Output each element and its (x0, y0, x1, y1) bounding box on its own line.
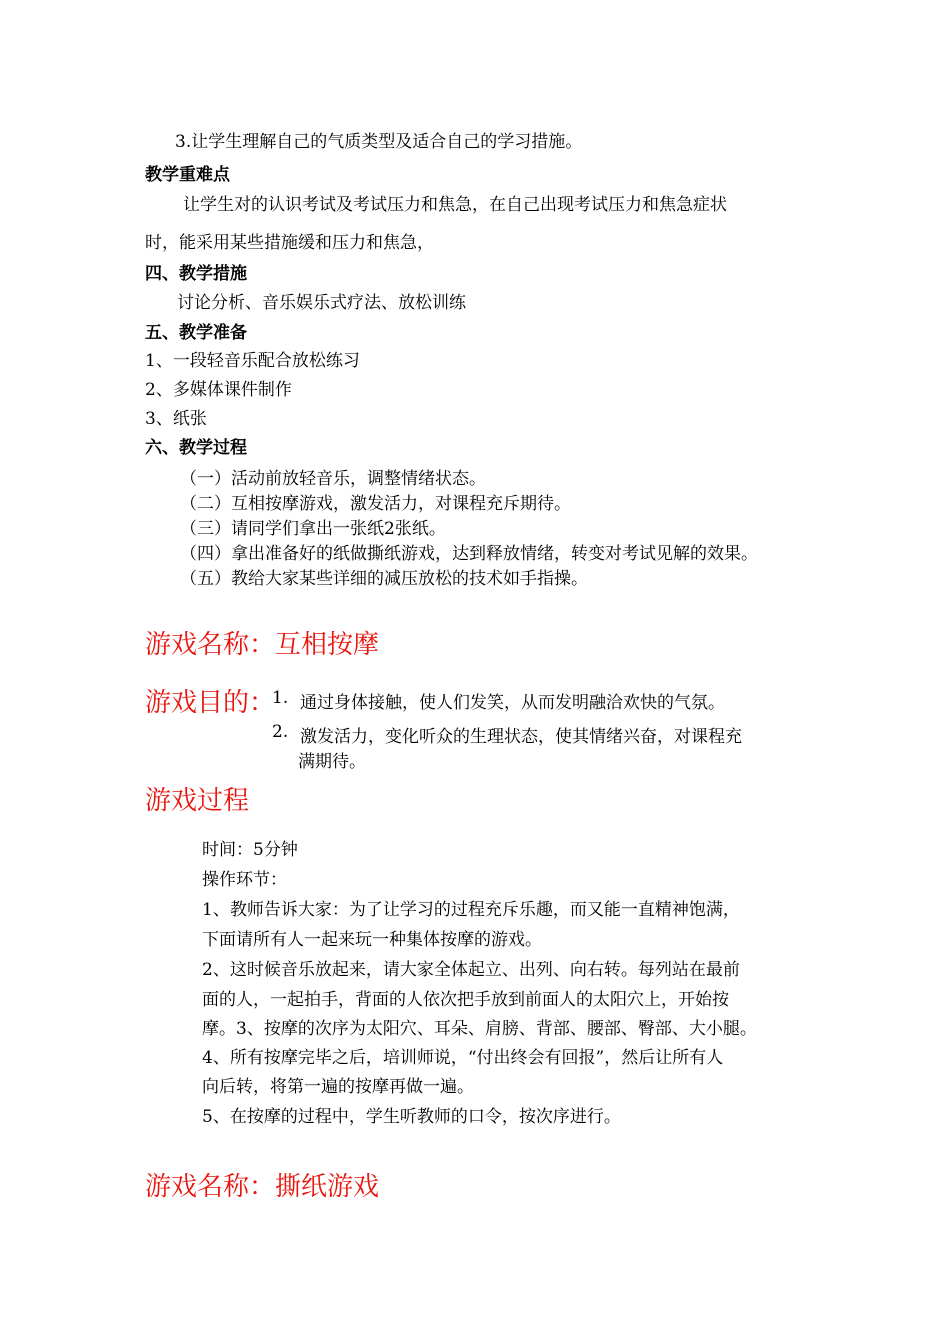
game-1-purpose-2-text: 激发活力，变化听众的生理状态，使其情绪兴奋，对课程充 (300, 727, 742, 747)
key-points-heading: 教学重难点 (145, 165, 230, 185)
process-step-1: （一）活动前放轻音乐，调整情绪状态。 (180, 469, 486, 489)
preparation-heading: 五、教学准备 (145, 323, 247, 343)
game-1-purpose-label: 游戏目的： (145, 688, 276, 718)
game-1-time: 时间：5分钟 (202, 840, 298, 860)
game-1-purpose-2-number: 2. (272, 722, 289, 742)
game-1-line-7: 向后转，将第一遍的按摩再做一遍。 (202, 1077, 474, 1097)
game-1-purpose-1-text: 通过身体接触，使人们发笑，从而发明融洽欢快的气氛。 (300, 693, 725, 713)
game-1-process-title: 游戏过程 (145, 786, 250, 816)
game-1-line-1: 1、教师告诉大家：为了让学习的过程充斥乐趣，而又能一直精神饱满， (202, 900, 740, 920)
game-1-line-5: 摩。3、按摩的次序为太阳穴、耳朵、肩膀、背部、腰部、臀部、大小腿。 (202, 1019, 757, 1039)
game-1-line-3: 2、这时候音乐放起来，请大家全体起立、出列、向右转。每列站在最前 (202, 960, 740, 980)
game-1-title: 游戏名称：互相按摩 (145, 630, 380, 660)
game-2-title: 游戏名称：撕纸游戏 (145, 1172, 380, 1202)
objective-3: 3.让学生理解自己的气质类型及适合自己的学习措施。 (175, 132, 583, 152)
game-1-line-8: 5、在按摩的过程中，学生听教师的口令，按次序进行。 (202, 1107, 621, 1127)
preparation-item-2: 2、多媒体课件制作 (145, 380, 292, 400)
process-step-3: （三）请同学们拿出一张纸2张纸。 (180, 519, 446, 539)
process-heading: 六、教学过程 (145, 438, 247, 458)
game-1-steps-label: 操作环节： (202, 870, 287, 890)
game-1-line-2: 下面请所有人一起来玩一种集体按摩的游戏。 (202, 930, 542, 950)
game-1-purpose-1-number: 1. (272, 688, 289, 708)
process-step-2: （二）互相按摩游戏，激发活力，对课程充斥期待。 (180, 494, 571, 514)
key-points-line-2: 时，能采用某些措施缓和压力和焦急， (145, 233, 434, 253)
game-1-purpose-2-continuation: 满期待。 (298, 752, 366, 772)
methods-text: 讨论分析、音乐娱乐式疗法、放松训练 (177, 293, 466, 313)
process-step-4: （四）拿出准备好的纸做撕纸游戏，达到释放情绪，转变对考试见解的效果。 (180, 544, 758, 564)
methods-heading: 四、教学措施 (145, 264, 247, 284)
key-points-line-1: 让学生对的认识考试及考试压力和焦急，在自己出现考试压力和焦急症状 (183, 195, 727, 215)
preparation-item-3: 3、纸张 (145, 409, 207, 429)
process-step-5: （五）教给大家某些详细的减压放松的技术如手指操。 (180, 569, 588, 589)
preparation-item-1: 1、一段轻音乐配合放松练习 (145, 351, 360, 371)
game-1-line-6: 4、所有按摩完毕之后，培训师说，“付出终会有回报”，然后让所有人 (202, 1048, 724, 1068)
game-1-line-4: 面的人，一起拍手，背面的人依次把手放到前面人的太阳穴上，开始按 (202, 990, 729, 1010)
